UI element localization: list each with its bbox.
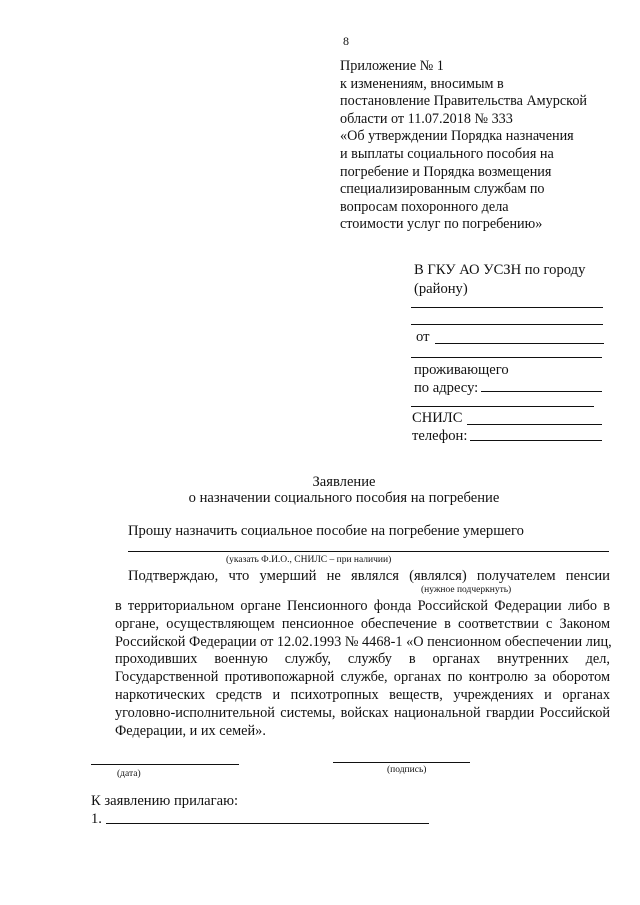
- deceased-field[interactable]: [128, 551, 609, 552]
- address-field[interactable]: [481, 391, 602, 392]
- appendix-line: постановление Правительства Амурской: [340, 93, 588, 110]
- appendix-line: Приложение № 1: [340, 58, 444, 74]
- deceased-hint: (указать Ф.И.О., СНИЛС – при наличии): [226, 555, 392, 565]
- confirm-paragraph: [115, 598, 610, 740]
- confirm-text: Подтверждаю, что умерший не являлся (являлся) получателем пенсии: [128, 568, 610, 584]
- paragraph-line: уголовно-исполнительной системы, войсках национальной гвардии Российской: [115, 704, 610, 721]
- date-field[interactable]: [91, 764, 239, 765]
- paragraph-line: в территориальном органе Пенсионного фонда Российской Федерации либо в: [115, 598, 610, 614]
- attachments-label: К заявлению прилагаю:: [91, 793, 239, 809]
- attachment-field-1[interactable]: [106, 823, 429, 824]
- appendix-line: погребение и Порядка возмещения: [340, 163, 552, 180]
- addressee-blank-1[interactable]: [411, 307, 603, 308]
- underline-hint: (нужное подчеркнуть): [421, 585, 512, 595]
- paragraph-line: Федерации, и их семей».: [115, 722, 266, 739]
- appendix-line: специализированным службам по: [340, 181, 545, 198]
- appendix-line: и выплаты социального пособия на: [340, 145, 554, 162]
- paragraph-line: проходивших военную службу, службу в органах внутренних дел,: [115, 651, 610, 668]
- appendix-line: «Об утверждении Порядка назначения: [340, 128, 574, 145]
- snils-field[interactable]: [467, 424, 602, 425]
- addressee-blank-2[interactable]: [411, 324, 603, 325]
- addressee-line1: В ГКУ АО УСЗН по городу: [414, 262, 586, 278]
- appendix-line: стоимости услуг по погребению»: [340, 216, 543, 233]
- residing-label: проживающего: [414, 362, 509, 378]
- attachment-number: 1.: [91, 811, 102, 827]
- address-label: по адресу:: [414, 380, 479, 396]
- appendix-line: вопросам похоронного дела: [340, 198, 509, 215]
- paragraph-line: Государственной противопожарной службе, органах по контролю за оборотом: [115, 669, 610, 686]
- paragraph-line: Российской Федерации от 12.02.1993 № 4468-1 «О пенсионном обеспечении лиц,: [115, 633, 612, 650]
- appendix-line: области от 11.07.2018 № 333: [340, 110, 513, 127]
- paragraph-line: органе, осуществляющем пенсионное обеспечение в соответствии с Законом: [115, 615, 610, 632]
- request-text: Прошу назначить социальное пособие на погребение умершего: [128, 523, 524, 539]
- addressee-line2: (району): [414, 281, 468, 297]
- document-title: Заявление: [312, 474, 376, 490]
- signature-hint: (подпись): [387, 765, 427, 775]
- paragraph-line: наркотических средств и психотропных веществ, учреждениях и органах: [115, 686, 610, 703]
- from-field[interactable]: [435, 343, 604, 344]
- appendix-block: [340, 58, 587, 234]
- signature-field[interactable]: [333, 762, 470, 763]
- appendix-line: к изменениям, вносимым в: [340, 75, 504, 92]
- snils-label: СНИЛС: [412, 410, 463, 426]
- from-label: от: [416, 329, 430, 345]
- document-subtitle: о назначении социального пособия на погребение: [188, 490, 500, 506]
- page-number: 8: [343, 34, 349, 48]
- phone-label: телефон:: [412, 428, 468, 444]
- addressee-blank-3[interactable]: [411, 357, 602, 358]
- date-hint: (дата): [117, 769, 141, 779]
- address-field-2[interactable]: [411, 406, 594, 407]
- phone-field[interactable]: [470, 440, 602, 441]
